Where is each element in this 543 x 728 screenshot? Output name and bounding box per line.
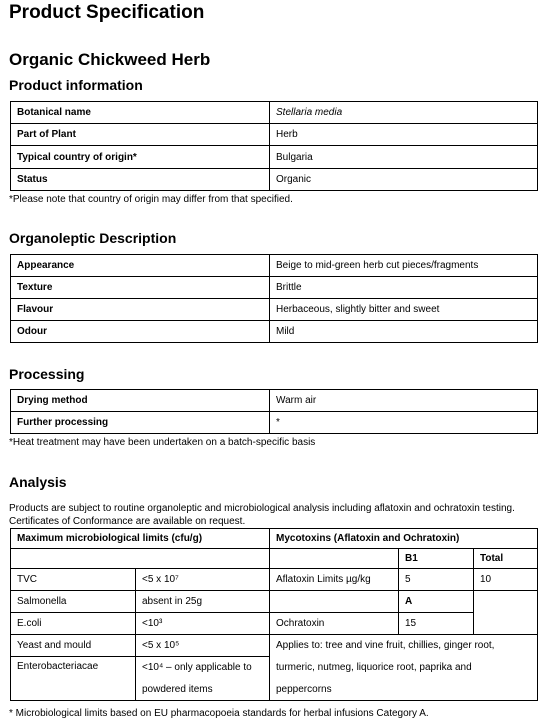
row-label: Status (11, 169, 270, 191)
ochratoxin-label: Ochratoxin (270, 613, 399, 635)
table-row (11, 146, 538, 169)
row-value: Mild (270, 321, 538, 343)
analysis-table (10, 528, 538, 701)
row-label: Typical country of origin* (11, 146, 270, 169)
table-row (11, 169, 538, 191)
salmonella-label: Salmonella (11, 591, 136, 613)
table-row (11, 591, 538, 613)
row-value: Beige to mid-green herb cut pieces/fragments (270, 255, 538, 277)
table-row (11, 390, 538, 412)
aflatoxin-total-value: 10 (474, 569, 538, 591)
product-information-table (10, 101, 538, 191)
yeast-label: Yeast and mould (11, 635, 136, 657)
table-row (11, 657, 538, 679)
table-row (11, 102, 538, 124)
ochratoxin-a-value: 15 (399, 613, 474, 635)
table-row (11, 613, 538, 635)
micro-footnote: * Microbiological limits based on EU pharmacopoeia standards for herbal infusions Category A. (9, 708, 429, 719)
table-row (11, 277, 538, 299)
table-row (11, 529, 538, 549)
table-row (11, 321, 538, 343)
b1-header: B1 (399, 549, 474, 569)
row-value: Bulgaria (270, 146, 538, 169)
row-label: Texture (11, 277, 270, 299)
processing-table (10, 389, 538, 434)
a-header: A (399, 591, 474, 613)
analysis-heading: Analysis (9, 474, 67, 490)
product-name: Organic Chickweed Herb (9, 50, 211, 69)
table-row (11, 569, 538, 591)
table-row (11, 635, 538, 657)
row-value: Brittle (270, 277, 538, 299)
ecoli-label: E.coli (11, 613, 136, 635)
row-label: Drying method (11, 390, 270, 412)
tvc-label: TVC (11, 569, 136, 591)
analysis-intro: Products are subject to routine organoleptic and microbiological analysis including aflatoxin and ochratoxin testing. Certificates of Conformance are available on request. (9, 503, 515, 527)
applies-line-3: peppercorns (270, 679, 538, 701)
heat-treatment-note: *Heat treatment may have been undertaken on a batch-specific basis (9, 437, 316, 448)
organoleptic-table (10, 254, 538, 343)
table-row (11, 299, 538, 321)
table-row (11, 255, 538, 277)
processing-heading: Processing (9, 366, 85, 382)
row-label: Odour (11, 321, 270, 343)
entero-value-line-1: <10⁴ – only applicable to (136, 657, 270, 679)
origin-note: *Please note that country of origin may differ from that specified. (9, 194, 293, 205)
row-value: Stellaria media (270, 102, 538, 124)
page-title: Product Specification (9, 2, 205, 23)
row-value: Organic (270, 169, 538, 191)
row-value: Herbaceous, slightly bitter and sweet (270, 299, 538, 321)
row-value: Warm air (270, 390, 538, 412)
row-value: * (270, 412, 538, 434)
total-header: Total (474, 549, 538, 569)
salmonella-value: absent in 25g (136, 591, 270, 613)
row-label: Appearance (11, 255, 270, 277)
entero-label: Enterobacteriacae (11, 657, 136, 701)
product-information-heading: Product information (9, 77, 143, 93)
yeast-value: <5 x 10⁵ (136, 635, 270, 657)
ecoli-value: <10³ (136, 613, 270, 635)
row-label: Botanical name (11, 102, 270, 124)
table-row (11, 549, 538, 569)
entero-value-line-2: powdered items (136, 679, 270, 701)
applies-line-1: Applies to: tree and vine fruit, chillies, ginger root, (270, 635, 538, 657)
aflatoxin-label: Aflatoxin Limits µg/kg (270, 569, 399, 591)
row-label: Flavour (11, 299, 270, 321)
row-value: Herb (270, 124, 538, 146)
table-row (11, 412, 538, 434)
aflatoxin-b1-value: 5 (399, 569, 474, 591)
row-label: Further processing (11, 412, 270, 434)
row-label: Part of Plant (11, 124, 270, 146)
micro-limits-header: Maximum microbiological limits (cfu/g) (11, 529, 270, 549)
tvc-value: <5 x 10⁷ (136, 569, 270, 591)
mycotoxins-header: Mycotoxins (Aflatoxin and Ochratoxin) (270, 529, 538, 549)
table-row (11, 124, 538, 146)
applies-line-2: turmeric, nutmeg, liquorice root, paprika and (270, 657, 538, 679)
organoleptic-heading: Organoleptic Description (9, 230, 177, 246)
